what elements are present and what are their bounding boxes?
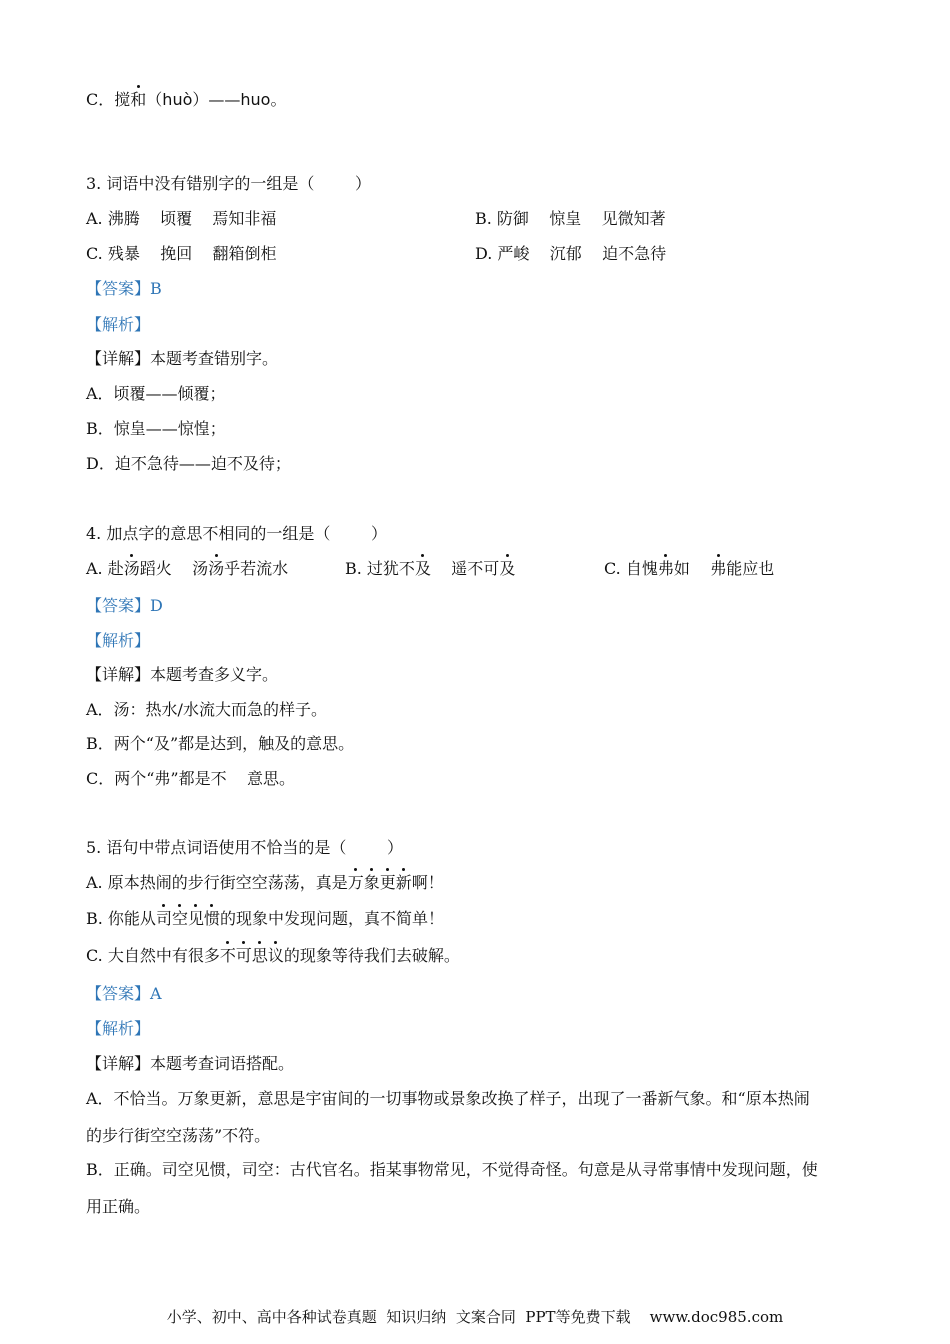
q4-option-b: B. 过犹不及 遥不可及 — [345, 559, 516, 578]
dotted-char: 汤 — [123, 559, 140, 578]
dotted-char: 惯 — [203, 909, 220, 928]
dotted-char: 议 — [267, 946, 284, 965]
dotted-char: 及 — [499, 559, 516, 578]
dotted-char: 象 — [363, 873, 380, 892]
q5-detail: 【详解】本题考查词语搭配。 — [86, 1054, 295, 1073]
q5-analysis-label: 【解析】 — [86, 1019, 151, 1038]
q3-option-b: B. 防御 惊皇 见微知著 — [475, 209, 666, 228]
page-footer: 小学、初中、高中各种试卷真题 知识归纳 文案合同 PPT等免费下载 www.doc985.com — [166, 1308, 784, 1326]
dotted-char: 弗 — [657, 559, 674, 578]
q3-detail: 【详解】本题考查错别字。 — [86, 349, 279, 368]
dotted-char: 见 — [187, 909, 204, 928]
q4-option-c: C. 自愧弗如 弗能应也 — [604, 559, 775, 578]
dotted-char: 思 — [251, 946, 268, 965]
dotted-char: 新 — [395, 873, 412, 892]
pinyin: huò — [162, 90, 193, 109]
q5-explanation-a-line1: A．不恰当。万象更新，意思是宇宙间的一切事物或景象改换了样子，出现了一番新气象。和“原本热闹 — [86, 1089, 810, 1108]
q5-explanation-b-line2: 用正确。 — [86, 1197, 151, 1216]
q3-question: 3. 词语中没有错别字的一组是（ ） — [86, 174, 372, 193]
q3-answer: 【答案】B — [86, 279, 162, 298]
q4-explanation-a: A．汤：热水/水流大而急的样子。 — [86, 700, 327, 719]
dotted-char: 不 — [219, 946, 236, 965]
q5-option-b: B. 你能从司空见惯的现象中发现问题，真不简单！ — [86, 909, 445, 928]
q3-explanation-b: B．惊皇——惊惶； — [86, 419, 226, 438]
q5-option-c: C. 大自然中有很多不可思议的现象等待我们去破解。 — [86, 946, 460, 965]
pinyin: huo — [240, 90, 271, 109]
dotted-char: 及 — [414, 559, 431, 578]
q4-explanation-b: B．两个“及”都是达到，触及的意思。 — [86, 734, 355, 753]
q5-question: 5. 语句中带点词语使用不恰当的是（ ） — [86, 838, 404, 857]
dotted-char: 和 — [130, 90, 147, 109]
q3-explanation-d: D．迫不急待——迫不及待； — [86, 454, 291, 473]
q3-option-a: A. 沸腾 顷覆 焉知非福 — [86, 209, 277, 228]
dotted-char: 弗 — [710, 559, 727, 578]
q2-option-c: C．搅和（huò）——huo。 — [86, 90, 287, 109]
q4-analysis-label: 【解析】 — [86, 631, 151, 650]
q3-option-d: D. 严峻 沉郁 迫不急待 — [475, 244, 667, 263]
q4-detail: 【详解】本题考查多义字。 — [86, 665, 279, 684]
q5-answer: 【答案】A — [86, 984, 162, 1003]
q3-explanation-a: A．顷覆——倾覆； — [86, 384, 226, 403]
dotted-char: 空 — [171, 909, 188, 928]
q4-explanation-c: C．两个“弗”都是不 意思。 — [86, 769, 295, 788]
q5-option-a: A. 原本热闹的步行街空空荡荡，真是万象更新啊！ — [86, 873, 444, 892]
dotted-char: 可 — [235, 946, 252, 965]
q5-explanation-a-line2: 的步行街空空荡荡”不符。 — [86, 1126, 271, 1145]
q4-option-a: A. 赴汤蹈火 汤汤乎若流水 — [86, 559, 289, 578]
dotted-char: 司 — [155, 909, 172, 928]
dotted-char: 更 — [379, 873, 396, 892]
q3-option-c: C. 残暴 挽回 翻箱倒柜 — [86, 244, 277, 263]
dotted-char: 汤 — [208, 559, 225, 578]
q4-answer: 【答案】D — [86, 596, 163, 615]
q5-explanation-b-line1: B．正确。司空见惯，司空：古代官名。指某事物常见，不觉得奇怪。句意是从寻常事情中发现问题，使 — [86, 1160, 818, 1179]
dotted-char: 万 — [347, 873, 364, 892]
q3-analysis-label: 【解析】 — [86, 315, 151, 334]
q4-question: 4. 加点字的意思不相同的一组是（ ） — [86, 524, 388, 543]
